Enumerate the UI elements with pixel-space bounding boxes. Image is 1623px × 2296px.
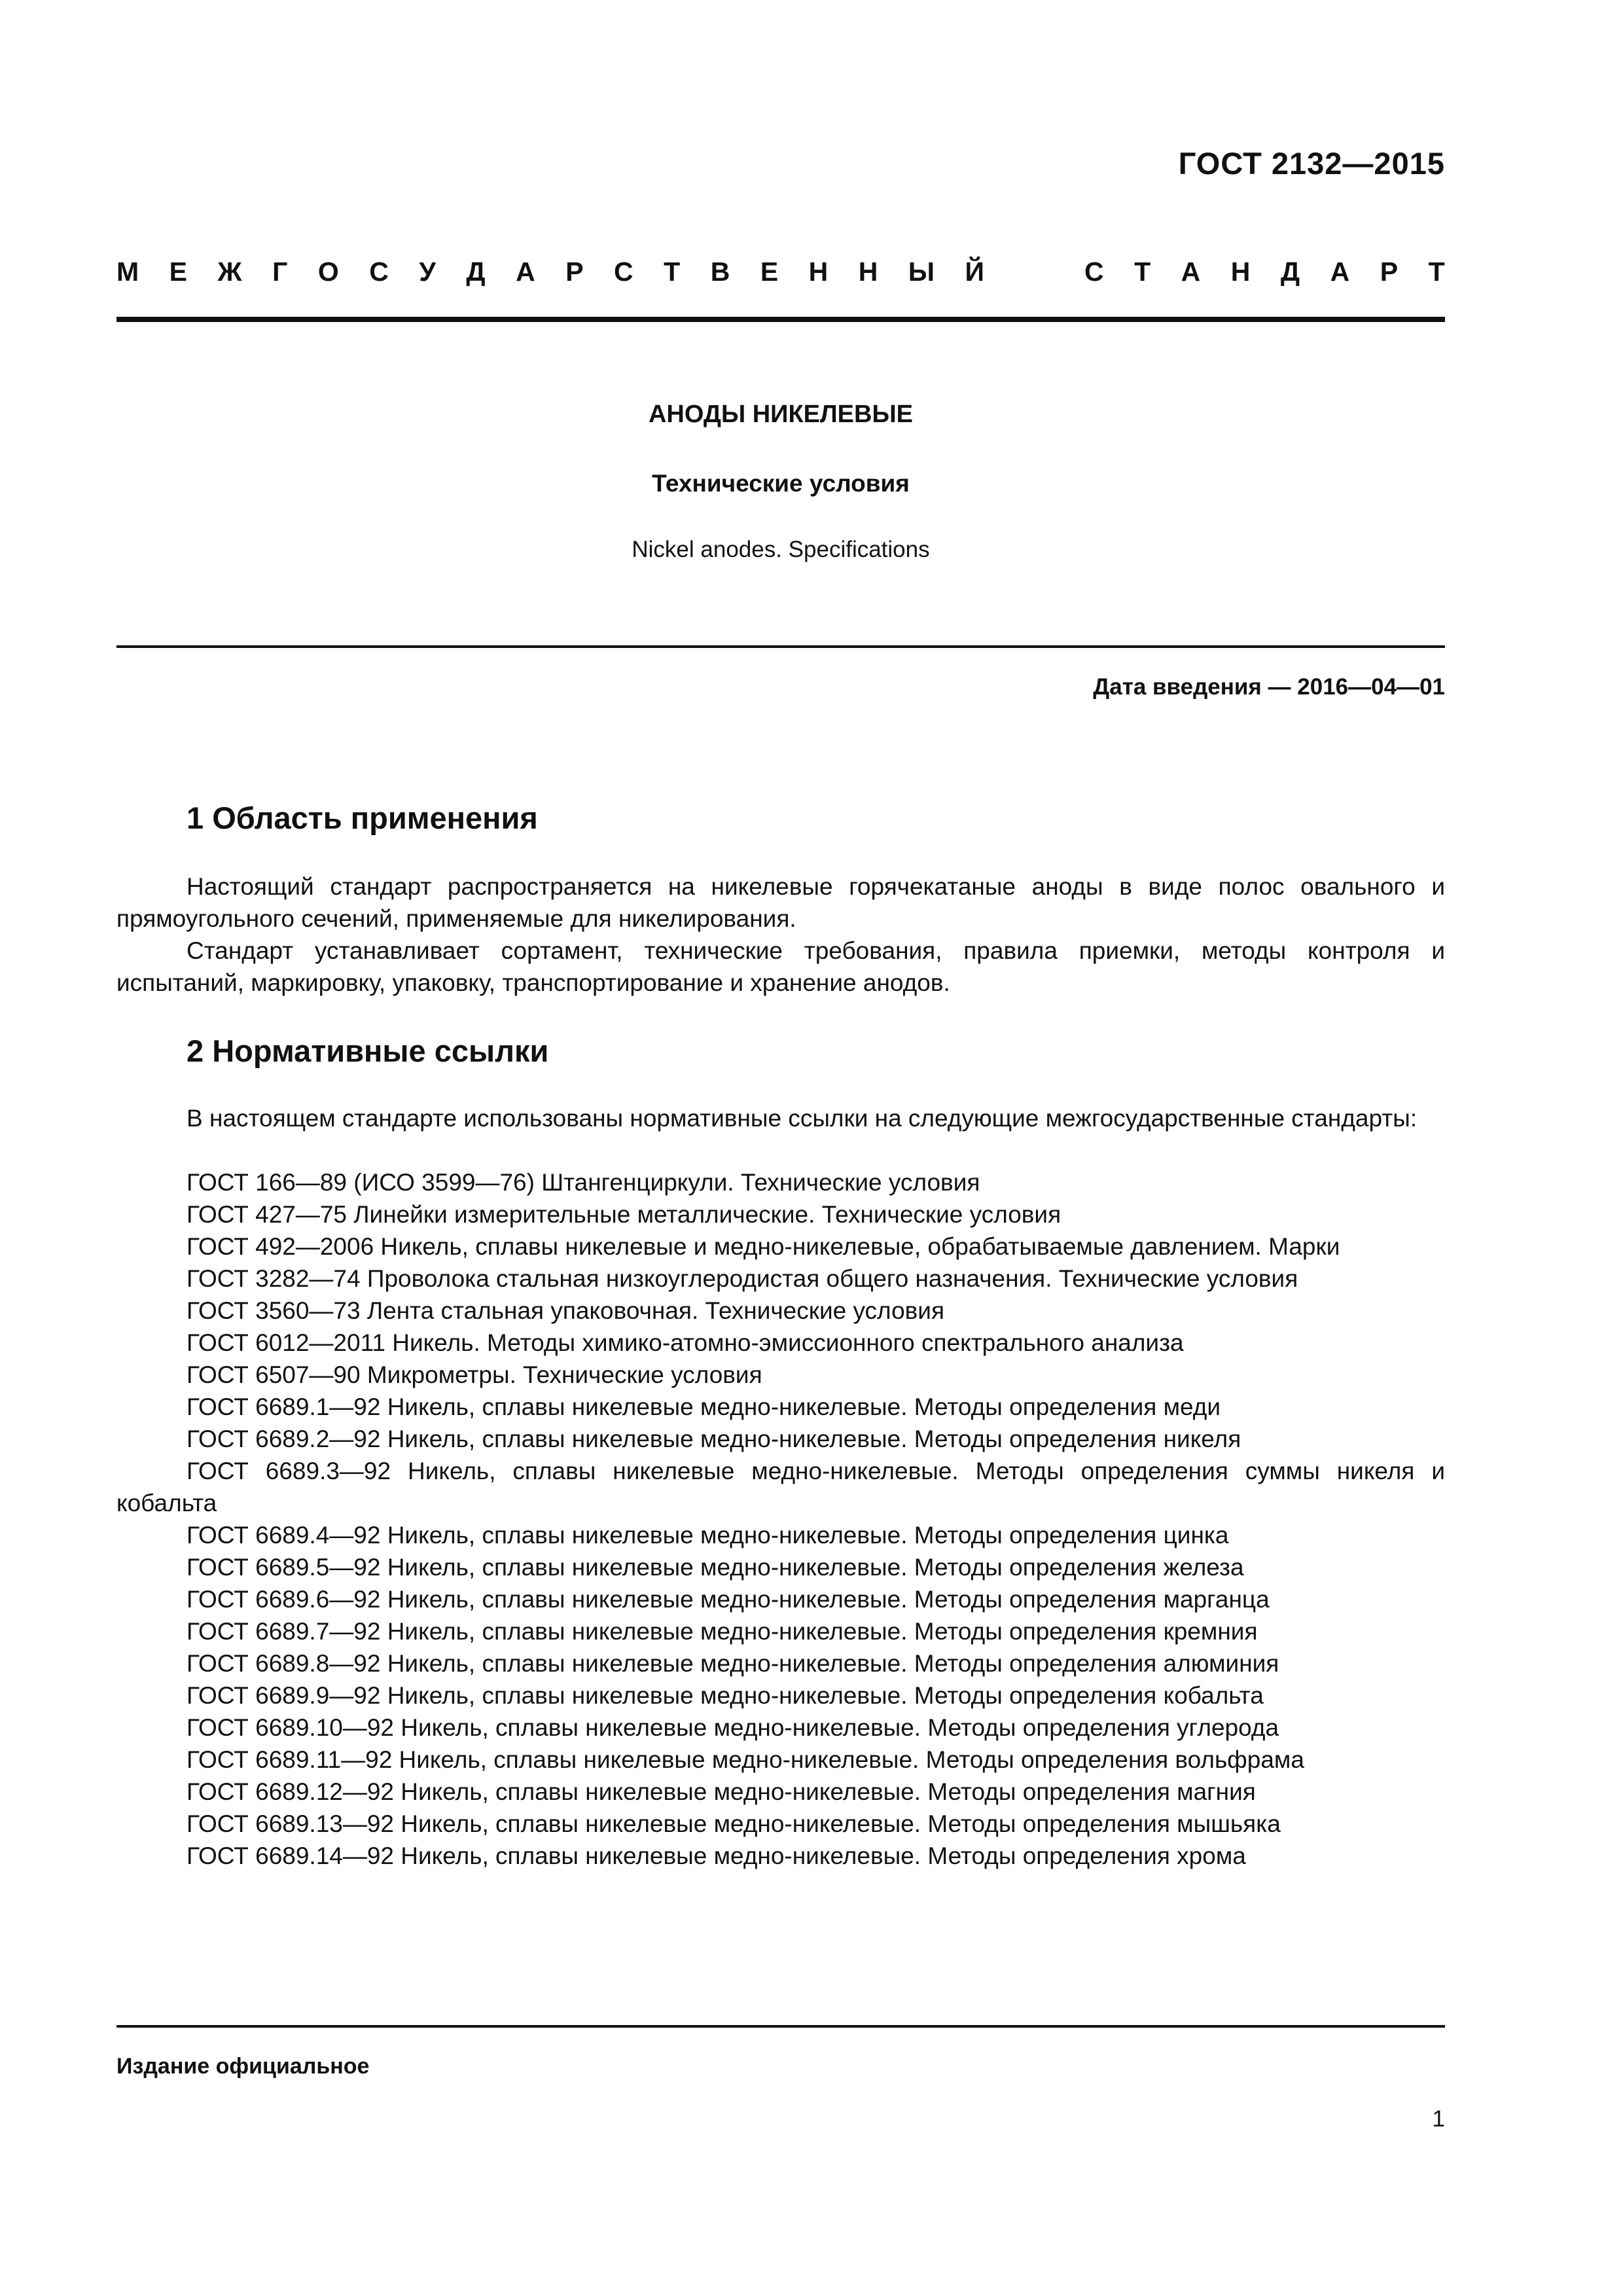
reference-item: ГОСТ 6689.13—92 Никель, сплавы никелевые медно-никелевые. Методы определения мышьяка xyxy=(187,1810,1281,1837)
banner-letter: Г xyxy=(272,257,288,287)
banner-letter: Р xyxy=(1380,257,1399,287)
banner-letter: А xyxy=(1181,257,1201,287)
reference-item: ГОСТ 6689.14—92 Никель, сплавы никелевые медно-никелевые. Методы определения хрома xyxy=(187,1842,1246,1869)
reference-item: ГОСТ 6689.3—92 Никель, сплавы никелевые медно-никелевые. Методы определения суммы никеля и кобальта xyxy=(116,1458,1445,1516)
footer-divider xyxy=(116,2025,1445,2028)
banner-letter: Р xyxy=(565,257,584,287)
reference-item: ГОСТ 6689.10—92 Никель, сплавы никелевые медно-никелевые. Методы определения углерода xyxy=(187,1714,1279,1741)
page-number: 1 xyxy=(1432,2106,1445,2132)
reference-item: ГОСТ 6689.2—92 Никель, сплавы никелевые медно-никелевые. Методы определения никеля xyxy=(187,1426,1241,1452)
banner-letter: Д xyxy=(466,257,486,287)
banner-letter: Ж xyxy=(217,257,242,287)
banner-letter: Н xyxy=(808,257,829,287)
reference-item: ГОСТ 6689.11—92 Никель, сплавы никелевые медно-никелевые. Методы определения вольфрама xyxy=(187,1746,1304,1773)
reference-item: ГОСТ 6689.7—92 Никель, сплавы никелевые медно-никелевые. Методы определения кремния xyxy=(187,1618,1258,1645)
paragraph: Стандарт устанавливает сортамент, технические требования, правила приемки, методы контроля и испытаний, маркировку, упаковку, транспортирование и хранение анодов. xyxy=(116,937,1445,996)
reference-item: ГОСТ 6507—90 Микрометры. Технические условия xyxy=(187,1361,762,1388)
banner-letter: О xyxy=(317,257,339,287)
introduction-date: Дата введения — 2016—04—01 xyxy=(1093,674,1445,700)
banner-letter: Т xyxy=(1134,257,1151,287)
document-title: АНОДЫ НИКЕЛЕВЫЕ xyxy=(648,401,914,428)
banner-letter: А xyxy=(1330,257,1350,287)
reference-item: ГОСТ 6689.5—92 Никель, сплавы никелевые медно-никелевые. Методы определения железа xyxy=(187,1554,1244,1581)
banner-letter: Е xyxy=(760,257,779,287)
reference-item: ГОСТ 166—89 (ИСО 3599—76) Штангенциркули. Технические условия xyxy=(187,1169,980,1196)
document-subtitle: Технические условия xyxy=(652,470,910,497)
banner-letter: С xyxy=(1084,257,1104,287)
banner-letter: Т xyxy=(1428,257,1445,287)
paragraph: Настоящий стандарт распространяется на никелевые горячекатаные аноды в виде полос овального и прямоугольного сечений, применяемые для никелирования. xyxy=(116,873,1445,932)
reference-item: ГОСТ 6689.8—92 Никель, сплавы никелевые медно-никелевые. Методы определения алюминия xyxy=(187,1650,1279,1677)
section-heading-scope: 1 Область применения xyxy=(187,800,538,835)
reference-item: ГОСТ 427—75 Линейки измерительные металлические. Технические условия xyxy=(187,1201,1061,1228)
official-edition-label: Издание официальное xyxy=(116,2054,370,2079)
section-body-scope xyxy=(116,870,1445,999)
banner-letter: С xyxy=(614,257,633,287)
banner-word-gap xyxy=(1015,257,1054,287)
banner-letter: Н xyxy=(858,257,878,287)
banner-letter: Е xyxy=(169,257,188,287)
banner-letter: Д xyxy=(1280,257,1300,287)
reference-item: ГОСТ 3282—74 Проволока стальная низкоуглеродистая общего назначения. Технические условия xyxy=(187,1265,1298,1292)
banner-letter: С xyxy=(369,257,389,287)
reference-item: ГОСТ 6689.4—92 Никель, сплавы никелевые медно-никелевые. Методы определения цинка xyxy=(187,1522,1229,1549)
interstate-standard-banner xyxy=(116,257,1445,287)
reference-item: ГОСТ 6012—2011 Никель. Методы химико-атомно-эмиссионного спектрального анализа xyxy=(187,1329,1184,1356)
banner-letter: В xyxy=(710,257,730,287)
banner-letter: Ы xyxy=(908,257,935,287)
title-divider xyxy=(116,645,1445,648)
reference-item: ГОСТ 6689.6—92 Никель, сплавы никелевые медно-никелевые. Методы определения марганца xyxy=(187,1586,1270,1613)
section-body-references xyxy=(116,1102,1445,1134)
banner-letter: Н xyxy=(1230,257,1251,287)
reference-item: ГОСТ 492—2006 Никель, сплавы никелевые и медно-никелевые, обрабатываемые давлением. Марки xyxy=(187,1233,1340,1260)
banner-letter: А xyxy=(516,257,535,287)
document-title-english: Nickel anodes. Specifications xyxy=(632,537,930,562)
reference-item: ГОСТ 3560—73 Лента стальная упаковочная. Технические условия xyxy=(187,1297,945,1324)
banner-letter: М xyxy=(116,257,139,287)
reference-item: ГОСТ 6689.1—92 Никель, сплавы никелевые медно-никелевые. Методы определения меди xyxy=(187,1393,1221,1420)
section-heading-references: 2 Нормативные ссылки xyxy=(187,1033,549,1068)
header-divider xyxy=(116,317,1445,322)
reference-item: ГОСТ 6689.12—92 Никель, сплавы никелевые медно-никелевые. Методы определения магния xyxy=(187,1778,1256,1805)
reference-item: ГОСТ 6689.9—92 Никель, сплавы никелевые медно-никелевые. Методы определения кобальта xyxy=(187,1682,1264,1709)
banner-letter: У xyxy=(419,257,436,287)
document-number: ГОСТ 2132—2015 xyxy=(1178,146,1445,181)
banner-letter: Т xyxy=(664,257,681,287)
paragraph: В настоящем стандарте использованы нормативные ссылки на следующие межгосударственные стандарты: xyxy=(187,1105,1418,1132)
banner-letter: Й xyxy=(965,257,984,287)
reference-list xyxy=(116,1166,1445,1872)
